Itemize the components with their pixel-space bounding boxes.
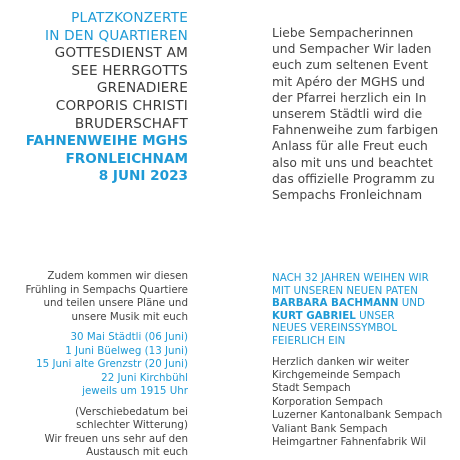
intro-line: unsere Musik mit euch xyxy=(71,310,188,323)
title-line: GRENADIERE xyxy=(96,80,188,97)
time-line: jeweils um 1915 Uhr xyxy=(82,385,188,397)
sponsor-line: Heimgartner Fahnenfabrik Wil xyxy=(272,436,427,448)
text-line: also mit uns und beachtet xyxy=(272,155,433,170)
text-line: Liebe Sempacherinnen xyxy=(272,26,414,40)
text-line: Sempachs Fronleichnam xyxy=(272,188,423,203)
patrons-and-thanks xyxy=(272,272,442,449)
event-date: 8 JUNI 2023 xyxy=(98,168,188,185)
date-line: 15 Juni alte Grenzstr (20 Juni) xyxy=(36,358,188,370)
text-line: das offizielle Programm zu xyxy=(272,171,435,186)
intro-line: und teilen unsere Pläne und xyxy=(43,297,188,309)
sponsor-line: Korporation Sempach xyxy=(272,395,384,408)
title-line: CORPORIS CHRISTI xyxy=(55,97,188,114)
outro-line: (Verschiebedatum bei xyxy=(75,405,188,418)
text-line: Fahnenweihe zum farbigen xyxy=(272,123,439,138)
title-line: BRUDERSCHAFT xyxy=(74,115,188,132)
text-line: unserem Städtli wird die xyxy=(272,107,423,122)
patron-line xyxy=(272,297,442,310)
patron-line: FEIERLICH EIN xyxy=(272,334,346,347)
and-word: UND xyxy=(398,297,425,310)
thanks-line: Herzlich danken wir weiter xyxy=(272,355,410,368)
patron-line: MIT UNSEREN NEUEN PATEN xyxy=(272,284,418,297)
outro-line: schlechter Witterung) xyxy=(76,419,188,431)
our-word: UNSER xyxy=(355,309,395,322)
invitation-text xyxy=(272,25,438,203)
text-line: Anlass für alle Freut euch xyxy=(272,139,428,154)
sponsor-line: Valiant Bank Sempach xyxy=(272,422,388,435)
patron-line: NACH 32 JAHREN WEIHEN WIR xyxy=(272,272,429,284)
sponsor-line: Stadt Sempach xyxy=(272,382,351,395)
patron-line xyxy=(272,310,442,323)
outro-line: Austausch mit euch xyxy=(86,446,188,458)
sponsor-line: Kirchgemeinde Sempach xyxy=(272,368,401,381)
text-line: mit Apéro der MGHS und xyxy=(272,74,425,89)
title-line: GOTTESDIENST AM xyxy=(54,45,188,62)
date-line: 22 Juni Kirchbühl xyxy=(101,371,188,384)
intro-line: Frühling in Sempachs Quartiere xyxy=(25,283,188,296)
headline-line: FAHNENWEIHE MGHS xyxy=(25,133,188,150)
outro-line: Wir freuen uns sehr auf den xyxy=(44,432,188,445)
text-line: der Pfarrei herzlich ein In xyxy=(272,90,427,105)
title-line: PLATZKONZERTE xyxy=(71,10,188,26)
text-line: und Sempacher Wir laden xyxy=(272,42,432,57)
pate-name: KURT GABRIEL xyxy=(272,309,356,322)
headline-line: FRONLEICHNAM xyxy=(65,150,188,167)
intro-line: Zudem kommen wir diesen xyxy=(47,270,188,282)
patron-line: NEUES VEREINSSYMBOL xyxy=(272,322,397,335)
patin-name: BARBARA BACHMANN xyxy=(272,297,399,310)
concert-schedule xyxy=(10,270,188,460)
date-line: 30 Mai Städtli (06 Juni) xyxy=(70,331,188,343)
sponsor-line: Luzerner Kantonalbank Sempach xyxy=(272,409,443,422)
text-line: euch zum seltenen Event xyxy=(272,58,429,73)
date-line: 1 Juni Büelweg (13 Juni) xyxy=(65,344,188,357)
title-line: IN DEN QUARTIEREN xyxy=(45,27,188,44)
title-line: SEE HERRGOTTS xyxy=(71,62,188,79)
event-title-block xyxy=(12,10,188,186)
